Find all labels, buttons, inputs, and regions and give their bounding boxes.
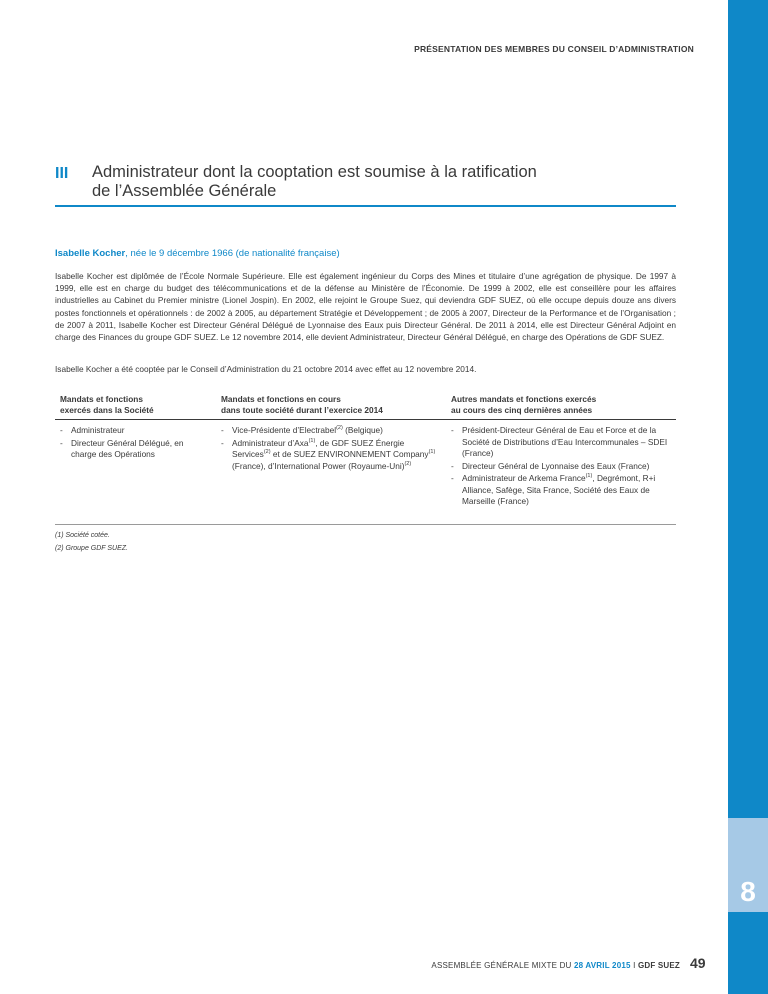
- list-item: - Administrateur: [60, 425, 200, 437]
- section-header: PRÉSENTATION DES MEMBRES DU CONSEIL D’ADMINISTRATION: [414, 44, 694, 54]
- col3-item3-a: Administrateur de Arkema France: [462, 473, 586, 483]
- header-col2-line1: Mandats et fonctions en cours: [221, 394, 341, 404]
- footnote-ref: (1): [428, 449, 436, 456]
- table-col1-list: [60, 425, 200, 462]
- header-col3-line2: au cours des cinq dernières années: [451, 405, 593, 415]
- footnote-ref: (2): [404, 460, 412, 467]
- footnote-1: (1) Société cotée.: [55, 532, 110, 539]
- footnote-ref: (2): [336, 425, 343, 432]
- footer-separator: I: [630, 961, 638, 970]
- table-header-col1: [60, 394, 154, 416]
- title-line-1: Administrateur dont la cooptation est soumise à la ratification: [92, 163, 537, 181]
- bio-paragraph-2: Isabelle Kocher a été cooptée par le Conseil d’Administration du 21 octobre 2014 avec effet au 12 novembre 2014.: [55, 364, 477, 374]
- col2-item1-text: Vice-Présidente d’Electrabel: [232, 425, 337, 435]
- col2-item2-a: Administrateur d’Axa: [232, 437, 309, 448]
- header-col3-line1: Autres mandats et fonctions exercés: [451, 394, 597, 404]
- person-heading: [55, 248, 340, 259]
- col2-item2-c: et de SUEZ ENVIRONNEMENT Company: [270, 449, 429, 459]
- title-divider: [55, 205, 676, 207]
- col2-item2-b: , de GDF SUEZ Énergie Services: [232, 437, 405, 459]
- chapter-number: 8: [740, 876, 756, 907]
- page-footer: [431, 961, 680, 970]
- footer-date: 28 AVRIL 2015: [573, 961, 631, 970]
- table-col2-list: [221, 425, 441, 473]
- table-header-divider: [55, 419, 676, 420]
- footnote-2: (2) Groupe GDF SUEZ.: [55, 545, 129, 552]
- list-item: [221, 438, 441, 473]
- footer-prefix: ASSEMBLÉE GÉNÉRALE MIXTE DU: [431, 961, 574, 970]
- table-bottom-divider: [55, 524, 676, 525]
- title-line-2: de l’Assemblée Générale: [92, 182, 277, 200]
- page-number: 49: [690, 955, 706, 971]
- col2-item2-d: (France), d’International Power (Royaume-Uni): [232, 460, 405, 471]
- header-col2-line2: dans toute société durant l’exercice 2014: [221, 405, 383, 415]
- footer-brand: GDF SUEZ: [637, 961, 680, 970]
- list-item: [221, 425, 441, 437]
- person-name: Isabelle Kocher: [55, 248, 126, 259]
- col3-item3-b: , Degrémont, R+i Alliance, Safège, Sita France, Société des Eaux de Marseille (France): [462, 473, 656, 506]
- bio-paragraph-1: Isabelle Kocher est diplômée de l’École Normale Supérieure. Elle est également ingénieur du Corps des Mines et titulaire d’une agrégation de physique. De 1997 à 1999, elle est en charge du budget des télécommunications et de la défense au Ministère de l’Économie. De 1999 à 2002, elle est conseillère pour les affaires industrielles au Cabinet du Premier ministre (Lionel Jospin). En 2002, elle rejoint le Groupe Suez, qui deviendra GDF SUEZ, où elle occupe depuis douze ans divers postes fonctionnels et opérationnels : de 2002 à 2005, au département Stratégie et Développement ; de 2005 à 2007, Directeur de la Performance et de l’Organisation ; de 2007 à 2011, Isabelle Kocher est Directeur Général Délégué de Lyonnaise des Eaux puis Directeur Général. De 2011 à 2014, elle est Directeur Général Adjoint en charge des Finances du groupe GDF SUEZ. Le 12 novembre 2014, elle devient Administrateur, Directeur Général Délégué, en charge des Opérations de GDF SUEZ.: [55, 271, 676, 343]
- list-item: [451, 473, 673, 508]
- list-item: - Directeur Général Délégué, en charge des Opérations: [60, 438, 200, 461]
- list-item: - Président-Directeur Général de Eau et Force et de la Société de Distributions d’Eau Intercommunales – SDEI (France): [451, 425, 673, 460]
- table-header-col3: [451, 394, 596, 416]
- footnote-ref: (1): [585, 473, 593, 480]
- section-title: [55, 163, 676, 201]
- footnote-ref: (2): [263, 449, 271, 456]
- list-item: - Directeur Général de Lyonnaise des Eaux (France): [451, 461, 673, 473]
- footnote-ref: (1): [308, 437, 316, 444]
- header-col1-line2: exercés dans la Société: [60, 405, 154, 415]
- title-text: [92, 163, 676, 201]
- title-marker: III: [55, 165, 69, 182]
- person-details: , née le 9 décembre 1966 (de nationalité française): [125, 248, 340, 259]
- table-col3-list: [451, 425, 673, 509]
- header-col1-line1: Mandats et fonctions: [60, 394, 143, 404]
- chapter-side-bar: [728, 0, 768, 994]
- table-header-col2: [221, 394, 383, 416]
- col2-item1-tail: (Belgique): [342, 425, 383, 435]
